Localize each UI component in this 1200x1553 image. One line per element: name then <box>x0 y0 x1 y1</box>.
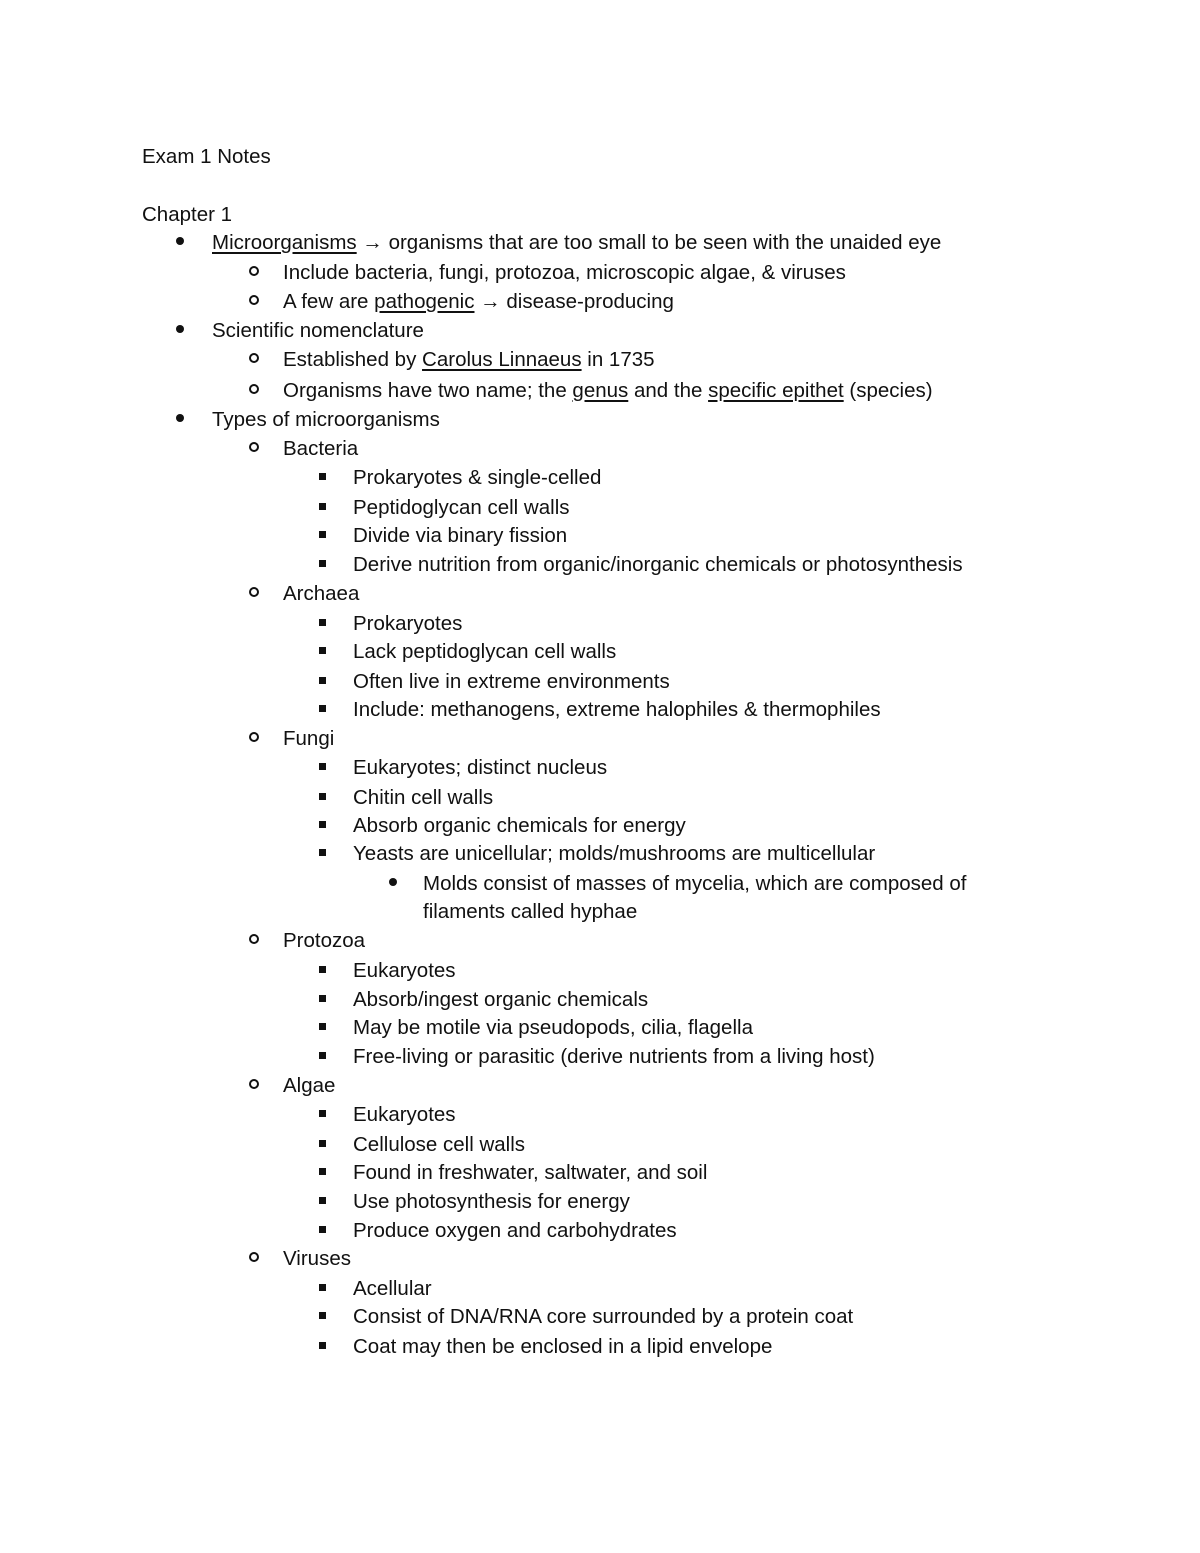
arrow-icon: → <box>362 231 383 254</box>
category-fungi: Fungi <box>283 727 335 750</box>
text: Established by <box>283 348 423 371</box>
list-item-types: Types of microorganisms <box>212 408 440 431</box>
list-item: Prokaryotes <box>353 612 463 635</box>
text: A few are <box>283 290 375 313</box>
bullet-square-icon <box>319 753 326 782</box>
term-pathogenic: pathogenic <box>374 290 475 313</box>
definition-text: organisms that are too small to be seen with the unaided eye <box>382 231 942 254</box>
bullet-square-icon <box>319 463 326 492</box>
text: and the <box>628 379 709 402</box>
category-protozoa: Protozoa <box>283 929 366 952</box>
list-item: Use photosynthesis for energy <box>353 1190 630 1213</box>
list-item: Chitin cell walls <box>353 786 494 809</box>
bullet-dot-icon <box>176 316 184 345</box>
bullet-square-icon <box>319 521 326 550</box>
text: in 1735 <box>581 348 655 371</box>
list-item: Derive nutrition from organic/inorganic chemicals or photosynthesis <box>353 553 963 576</box>
list-item: Include bacteria, fungi, protozoa, microscopic algae, & viruses <box>283 261 846 284</box>
category-archaea: Archaea <box>283 582 360 605</box>
bullet-circle-icon <box>249 376 259 405</box>
bullet-square-icon <box>319 637 326 666</box>
bullet-circle-icon <box>249 287 259 316</box>
list-item: Eukaryotes <box>353 1103 456 1126</box>
category-viruses: Viruses <box>283 1247 351 1270</box>
list-item: Produce oxygen and carbohydrates <box>353 1219 677 1242</box>
bullet-square-icon <box>319 811 326 840</box>
list-item: Consist of DNA/RNA core surrounded by a protein coat <box>353 1305 854 1328</box>
bullet-dot-icon <box>176 228 184 257</box>
list-item: Lack peptidoglycan cell walls <box>353 640 617 663</box>
arrow-icon: → <box>480 290 501 313</box>
bullet-square-icon <box>319 1216 326 1245</box>
bullet-square-icon <box>319 1100 326 1129</box>
list-item: Yeasts are unicellular; molds/mushrooms are multicellular <box>353 842 876 865</box>
list-item: Acellular <box>353 1277 432 1300</box>
term-microorganisms: Microorganisms <box>212 231 357 254</box>
bullet-square-icon <box>319 956 326 985</box>
list-item-sub: Molds consist of masses of mycelia, which are composed of <box>423 872 967 895</box>
term-linnaeus: Carolus Linnaeus <box>422 348 582 371</box>
bullet-square-icon <box>319 1158 326 1187</box>
definition-text: disease-producing <box>500 290 674 313</box>
bullet-square-icon <box>319 1187 326 1216</box>
bullet-circle-icon <box>249 724 259 753</box>
bullet-square-icon <box>319 493 326 522</box>
bullet-square-icon <box>319 985 326 1014</box>
bullet-circle-icon <box>249 1244 259 1273</box>
bullet-circle-icon <box>249 258 259 287</box>
list-item: Eukaryotes; distinct nucleus <box>353 756 608 779</box>
category-algae: Algae <box>283 1074 336 1097</box>
list-item: Free-living or parasitic (derive nutrients from a living host) <box>353 1045 875 1068</box>
document-title: Exam 1 Notes <box>142 145 271 168</box>
list-item-linnaeus <box>283 345 655 374</box>
list-item-nomenclature: Scientific nomenclature <box>212 319 424 342</box>
bullet-square-icon <box>319 1332 326 1361</box>
list-item-sub-continuation: filaments called hyphae <box>423 900 638 923</box>
bullet-square-icon <box>319 783 326 812</box>
bullet-square-icon <box>319 839 326 868</box>
list-item: Absorb organic chemicals for energy <box>353 814 686 837</box>
chapter-heading: Chapter 1 <box>142 203 233 226</box>
bullet-circle-icon <box>249 926 259 955</box>
list-item-microorganisms <box>212 228 941 257</box>
list-item: May be motile via pseudopods, cilia, flagella <box>353 1016 753 1039</box>
bullet-dot-icon <box>389 869 397 898</box>
bullet-dot-icon <box>176 405 184 434</box>
list-item: Cellulose cell walls <box>353 1133 526 1156</box>
bullet-square-icon <box>319 1130 326 1159</box>
bullet-circle-icon <box>249 1071 259 1100</box>
text: (species) <box>843 379 933 402</box>
list-item-binomial <box>283 376 933 405</box>
list-item: Absorb/ingest organic chemicals <box>353 988 649 1011</box>
bullet-circle-icon <box>249 434 259 463</box>
bullet-square-icon <box>319 1042 326 1071</box>
bullet-circle-icon <box>249 345 259 374</box>
bullet-square-icon <box>319 1013 326 1042</box>
list-item: Found in freshwater, saltwater, and soil <box>353 1161 708 1184</box>
bullet-square-icon <box>319 667 326 696</box>
list-item-pathogenic <box>283 287 674 316</box>
term-genus: genus <box>572 379 629 402</box>
text: Organisms have two name; the <box>283 379 573 402</box>
bullet-square-icon <box>319 1302 326 1331</box>
bullet-square-icon <box>319 1274 326 1303</box>
list-item: Peptidoglycan cell walls <box>353 496 570 519</box>
bullet-square-icon <box>319 695 326 724</box>
bullet-square-icon <box>319 609 326 638</box>
list-item: Divide via binary fission <box>353 524 568 547</box>
list-item: Often live in extreme environments <box>353 670 670 693</box>
list-item: Coat may then be enclosed in a lipid envelope <box>353 1335 773 1358</box>
list-item: Prokaryotes & single-celled <box>353 466 602 489</box>
list-item: Eukaryotes <box>353 959 456 982</box>
category-bacteria: Bacteria <box>283 437 359 460</box>
term-specific-epithet: specific epithet <box>708 379 844 402</box>
bullet-circle-icon <box>249 579 259 608</box>
bullet-square-icon <box>319 550 326 579</box>
list-item: Include: methanogens, extreme halophiles & thermophiles <box>353 698 881 721</box>
